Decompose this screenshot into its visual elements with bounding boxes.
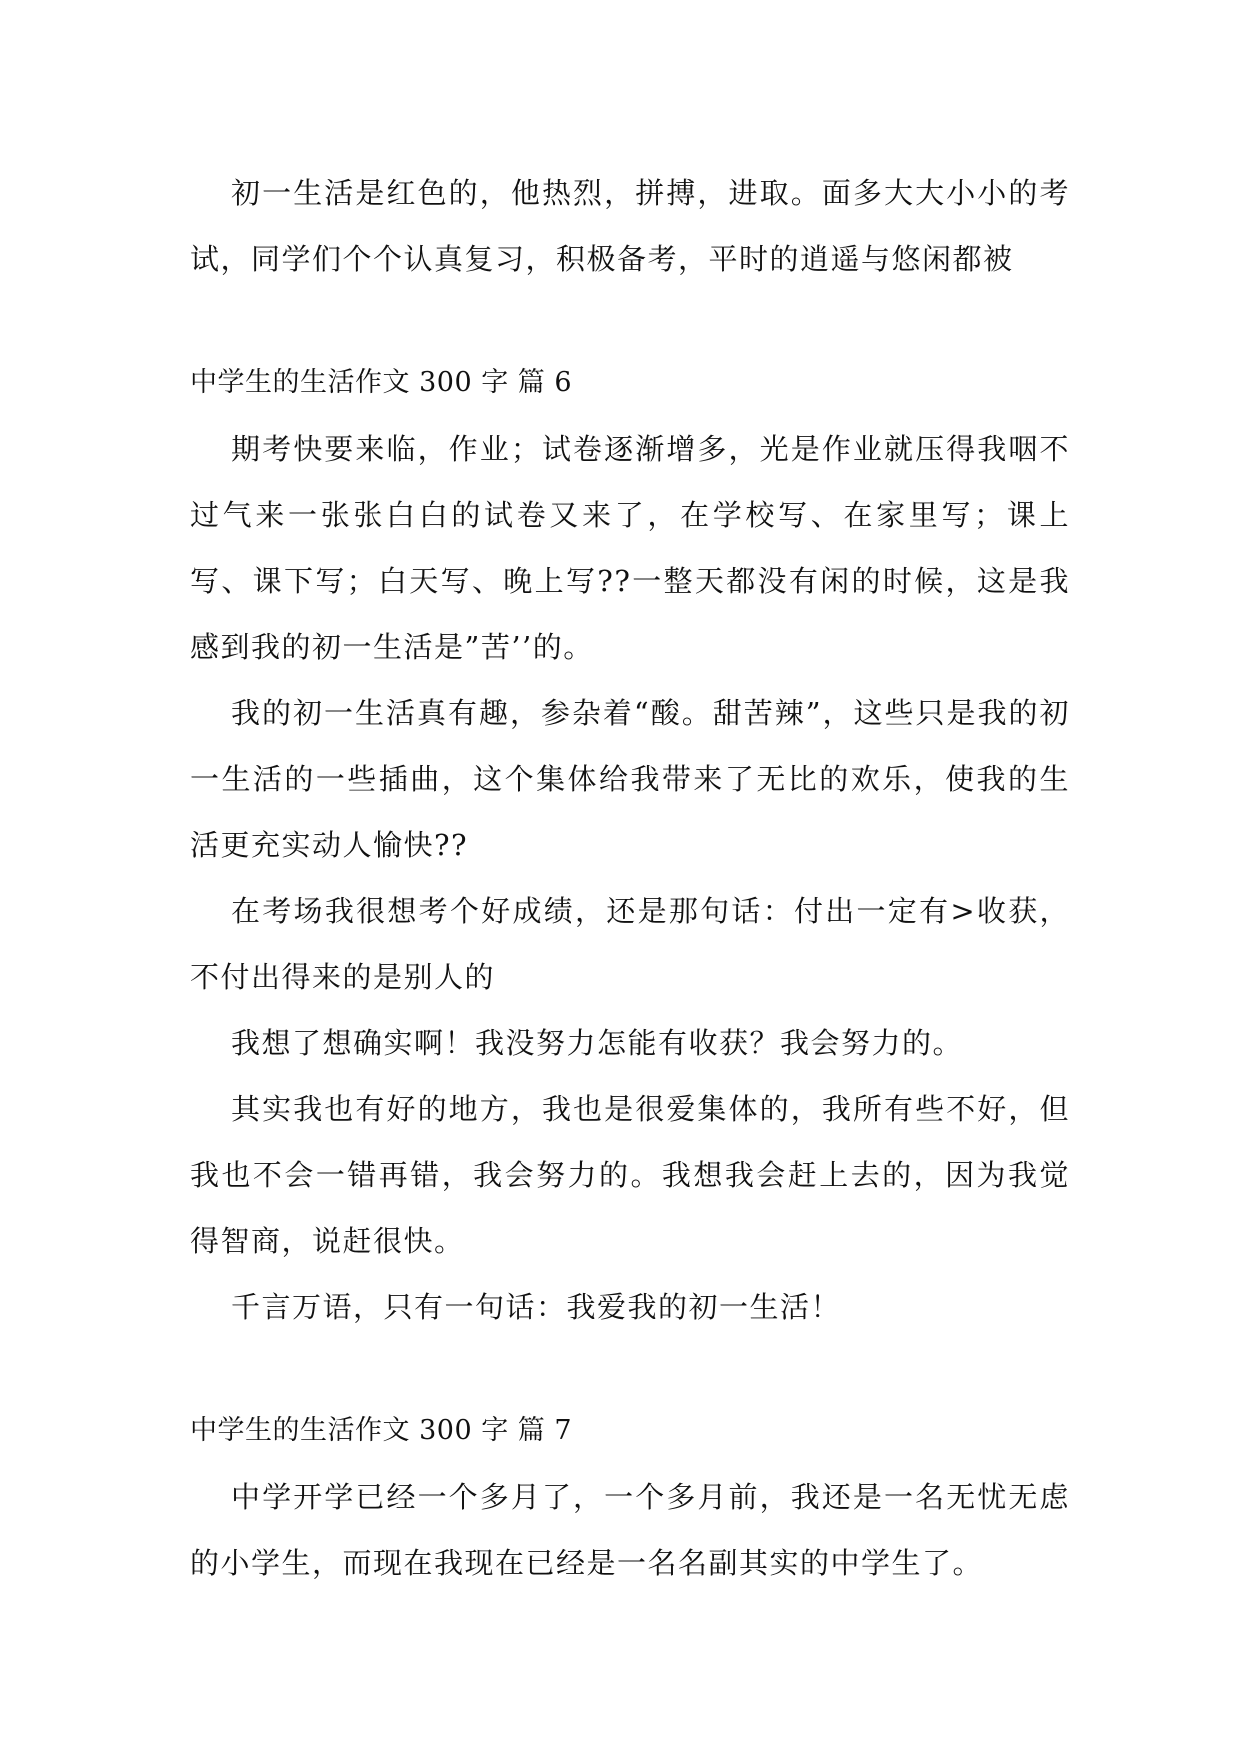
paragraph: 中学开学已经一个多月了，一个多月前，我还是一名无忧无虑的小学生，而现在我现在已经是一名名副其实的中学生了。 bbox=[190, 1480, 1070, 1580]
paragraph: 其实我也有好的地方，我也是很爱集体的，我所有些不好，但我也不会一错再错，我会努力的。我想我会赶上去的，因为我觉得智商，说赶很快。 bbox=[190, 1092, 1070, 1258]
paragraph: 我的初一生活真有趣，参杂着“酸。甜苦辣”，这些只是我的初一生活的一些插曲，这个集体给我带来了无比的欢乐，使我的生活更充实动人愉快?? bbox=[190, 696, 1070, 862]
section-heading: 中学生的生活作文 300 字 篇 7 bbox=[190, 1415, 573, 1446]
document-body bbox=[190, 160, 1070, 1596]
paragraph: 我想了想确实啊！我没努力怎能有收获？我会努力的。 bbox=[231, 1026, 964, 1060]
paragraph: 在考场我很想考个好成绩，还是那句话：付出一定有>收获，不付出得来的是别人的 bbox=[190, 894, 1070, 994]
paragraph: 期考快要来临，作业；试卷逐渐增多，光是作业就压得我咽不过气来一张张白白的试卷又来了，在学校写、在家里写；课上写、课下写；白天写、晚上写??一整天都没有闲的时候，这是我感到我的初一生活是”苦’’的。 bbox=[190, 432, 1070, 664]
section-heading: 中学生的生活作文 300 字 篇 6 bbox=[190, 367, 573, 398]
paragraph: 千言万语，只有一句话：我爱我的初一生活！ bbox=[231, 1290, 842, 1324]
paragraph: 初一生活是红色的，他热烈，拼搏，进取。面多大大小小的考试，同学们个个认真复习，积极备考，平时的逍遥与悠闲都被 bbox=[190, 176, 1070, 276]
